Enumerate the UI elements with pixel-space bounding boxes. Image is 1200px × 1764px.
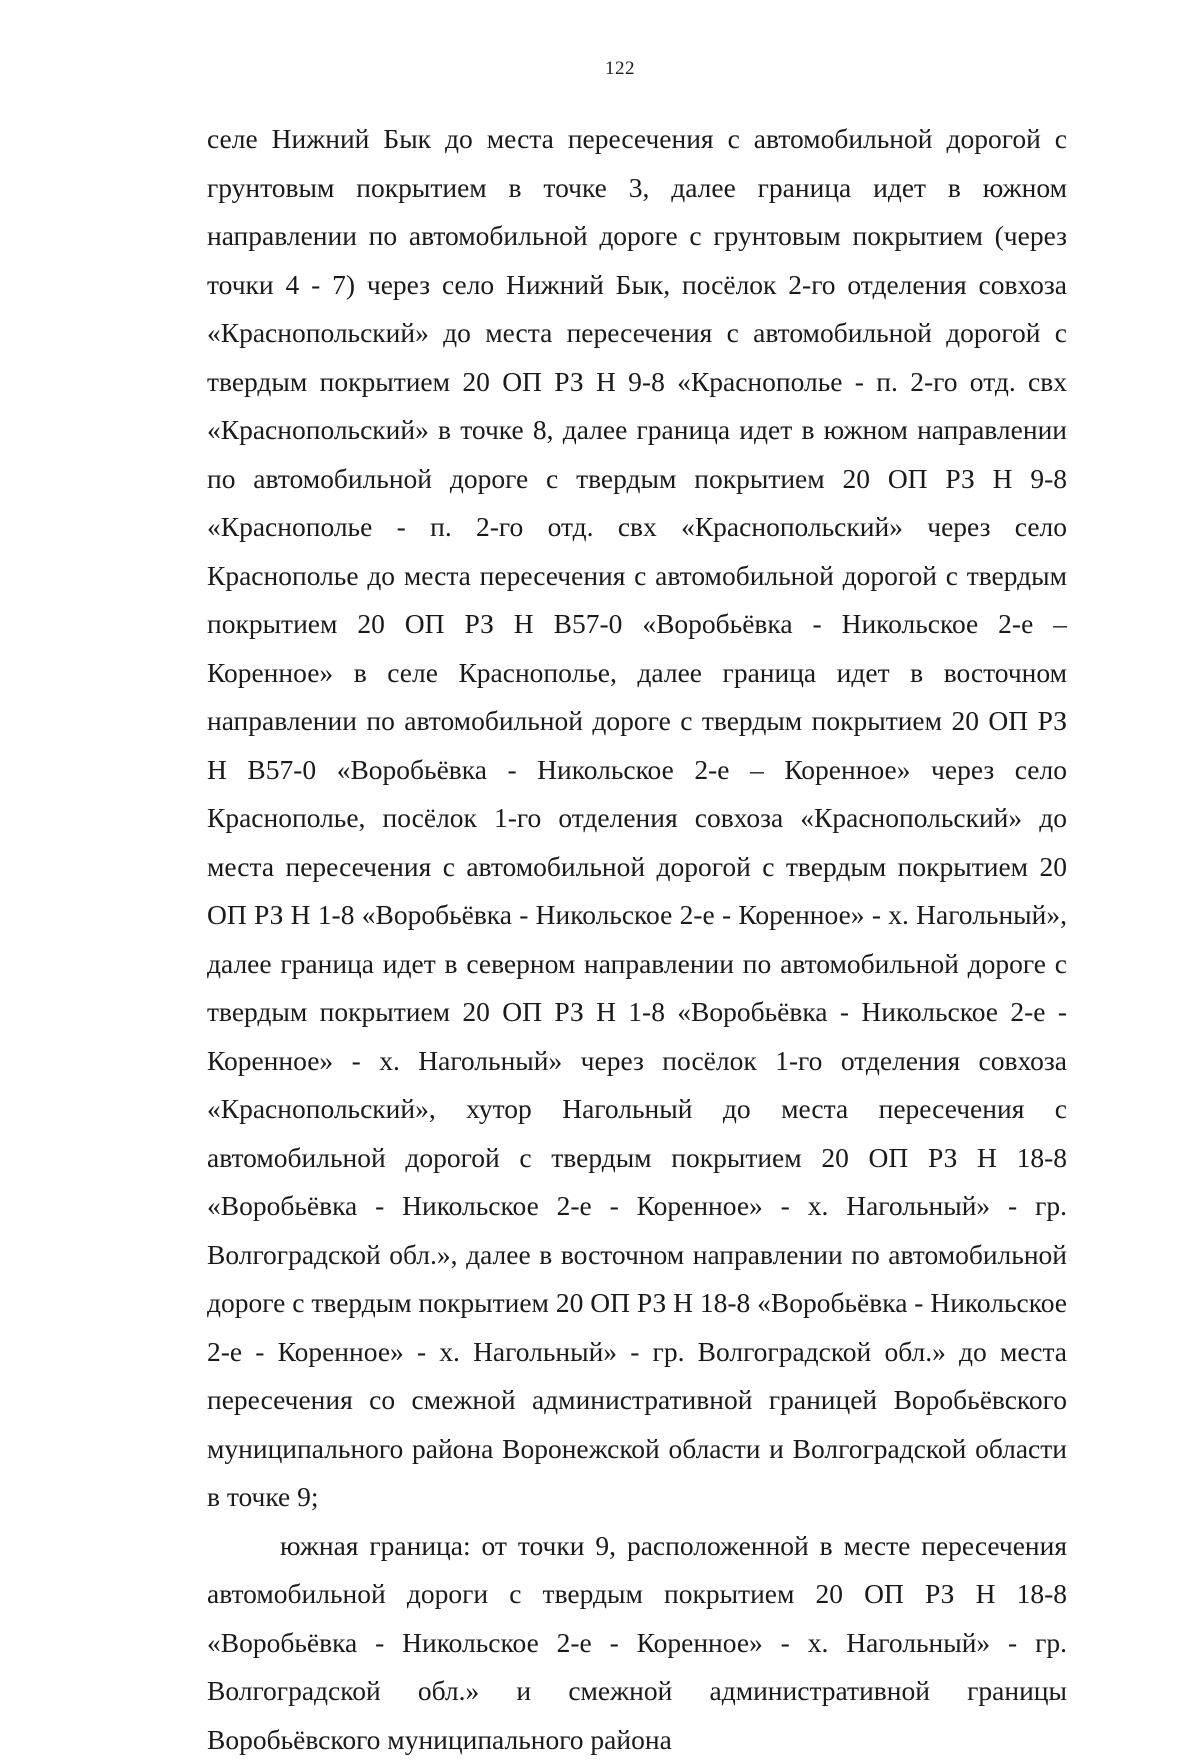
document-body	[207, 115, 1067, 1764]
paragraph-southern-boundary: южная граница: от точки 9, расположенной в месте пересечения автомобильной дороги с твердым покрытием 20 ОП РЗ Н 18-8 «Воробьёвка - Никольское 2-е - Коренное» - х. Нагольный» - гр. Волгоградской обл.» и смежной административной границы Воробьёвского муниципального района	[207, 1522, 1067, 1764]
page-number: 122	[0, 58, 1200, 80]
paragraph-continuation: селе Нижний Бык до места пересечения с автомобильной дорогой с грунтовым покрытием в точке 3, далее граница идет в южном направлении по автомобильной дороге с грунтовым покрытием (через точки 4 - 7) через село Нижний Бык, посёлок 2-го отделения совхоза «Краснопольский» до места пересечения с автомобильной дорогой с твердым покрытием 20 ОП РЗ Н 9-8 «Краснополье - п. 2-го отд. свх «Краснопольский» в точке 8, далее граница идет в южном направлении по автомобильной дороге с твердым покрытием 20 ОП РЗ Н 9-8 «Краснополье - п. 2-го отд. свх «Краснопольский» через село Краснополье до места пересечения с автомобильной дорогой с твердым покрытием 20 ОП РЗ Н В57-0 «Воробьёвка - Никольское 2-е – Коренное» в селе Краснополье, далее граница идет в восточном направлении по автомобильной дороге с твердым покрытием 20 ОП РЗ Н В57-0 «Воробьёвка - Никольское 2-е – Коренное» через село Краснополье, посёлок 1-го отделения совхоза «Краснопольский» до места пересечения с автомобильной дорогой с твердым покрытием 20 ОП РЗ Н 1-8 «Воробьёвка - Никольское 2-е - Коренное» - х. Нагольный», далее граница идет в северном направлении по автомобильной дороге с твердым покрытием 20 ОП РЗ Н 1-8 «Воробьёвка - Никольское 2-е - Коренное» - х. Нагольный» через посёлок 1-го отделения совхоза «Краснопольский», хутор Нагольный до места пересечения с автомобильной дорогой с твердым покрытием 20 ОП РЗ Н 18-8 «Воробьёвка - Никольское 2-е - Коренное» - х. Нагольный» - гр. Волгоградской обл.», далее в восточном направлении по автомобильной дороге с твердым покрытием 20 ОП РЗ Н 18-8 «Воробьёвка - Никольское 2-е - Коренное» - х. Нагольный» - гр. Волгоградской обл.» до места пересечения со смежной административной границей Воробьёвского муниципального района Воронежской области и Волгоградской области в точке 9;	[207, 115, 1067, 1522]
